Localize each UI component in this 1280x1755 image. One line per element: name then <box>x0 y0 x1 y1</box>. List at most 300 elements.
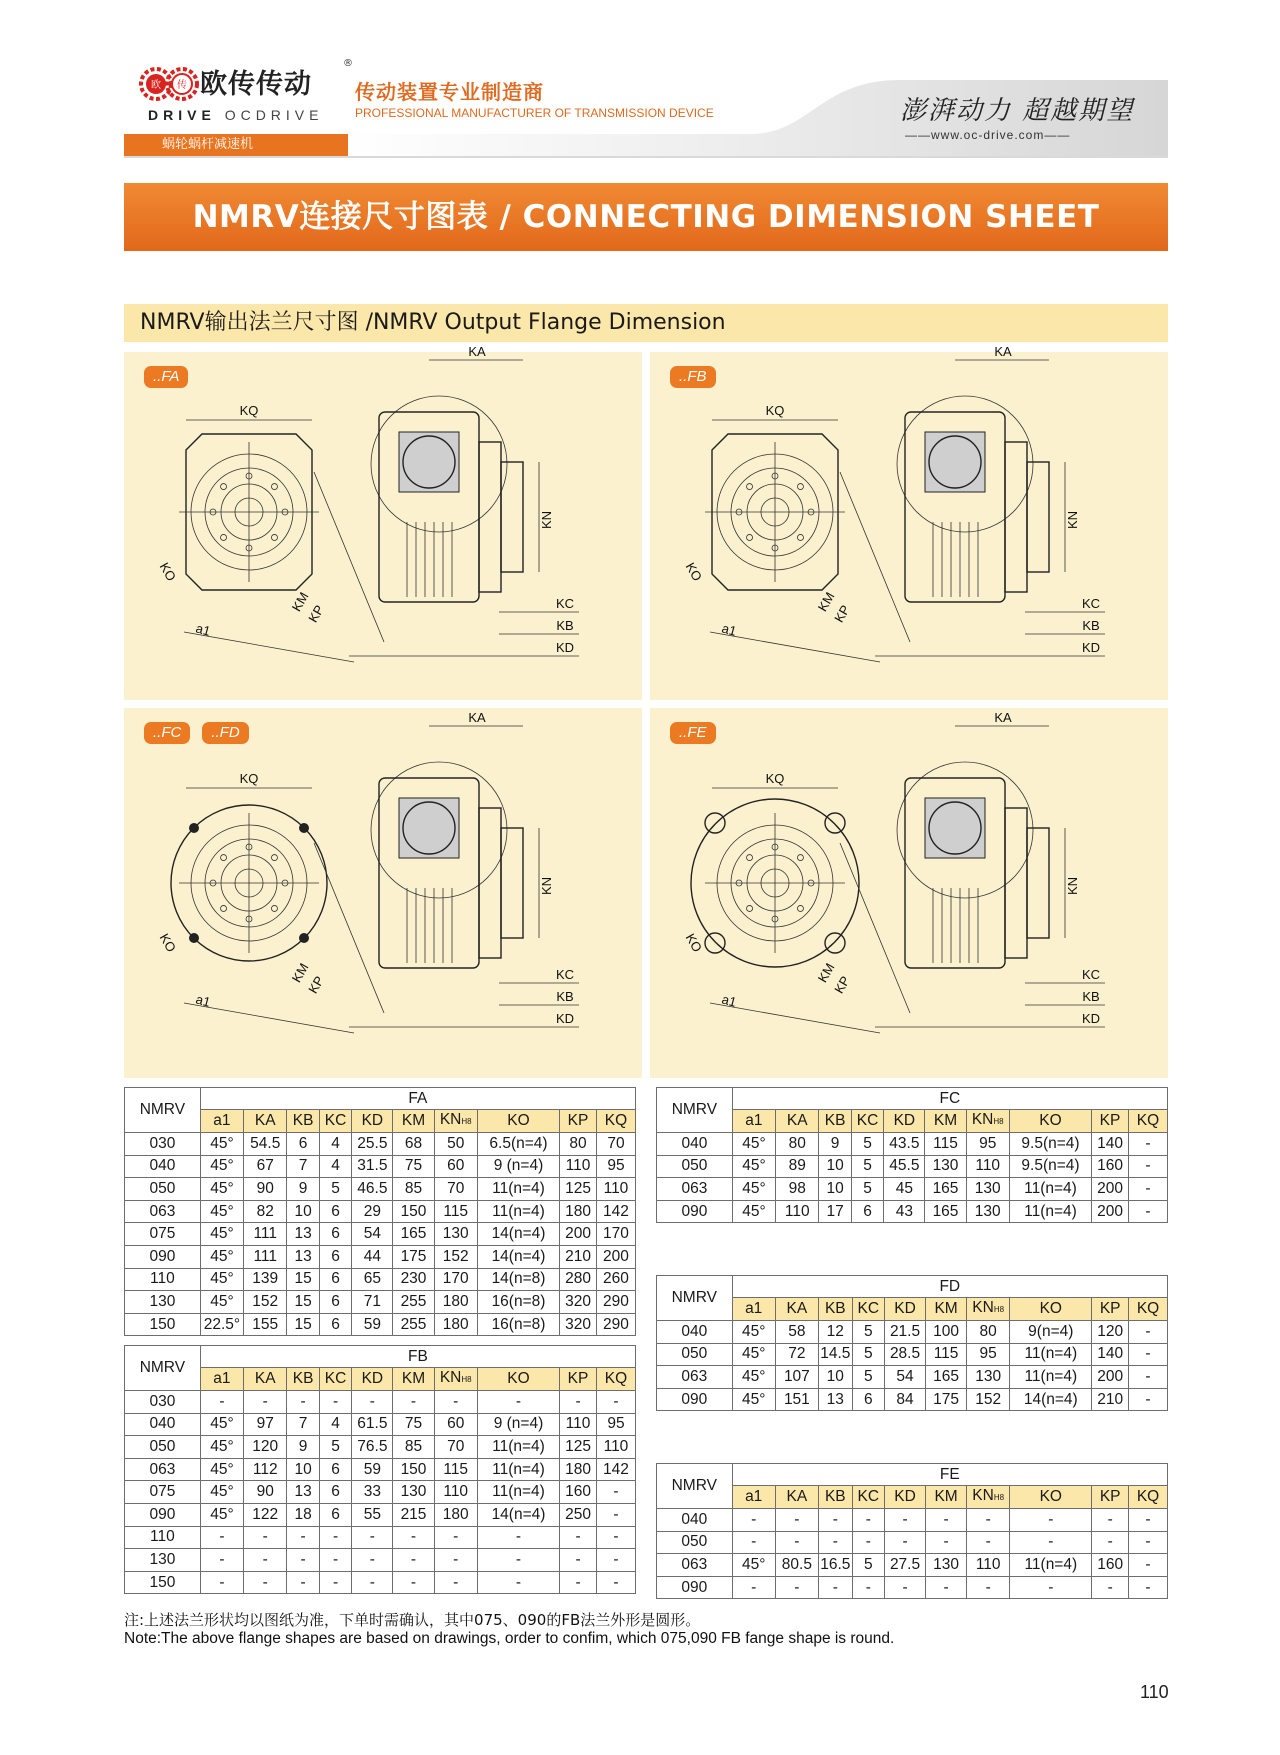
table-cell: 125 <box>560 1436 597 1459</box>
table-cell: - <box>967 1509 1010 1532</box>
table-cell: - <box>852 1509 884 1532</box>
table-cell: 54 <box>885 1366 926 1389</box>
flange-group-header: FB <box>200 1346 635 1368</box>
table-cell: 13 <box>287 1481 319 1504</box>
model-cell: 110 <box>125 1526 201 1549</box>
column-header: a1 <box>200 1110 243 1133</box>
table-cell: 80 <box>967 1321 1010 1344</box>
dimension-label: KP <box>831 973 853 997</box>
table-cell: 6 <box>319 1291 351 1314</box>
column-header: KO <box>477 1368 559 1391</box>
table-row <box>125 1458 636 1481</box>
model-cell: 075 <box>125 1223 201 1246</box>
table-cell: - <box>560 1571 597 1594</box>
table-cell: 44 <box>352 1245 393 1268</box>
note-cn: 注:上述法兰形状均以图纸为准，下单时需确认，其中075、090的FB法兰外形是圆形。 <box>124 1611 701 1629</box>
table-row <box>657 1531 1168 1554</box>
table-row <box>657 1321 1168 1344</box>
table-cell: 6 <box>319 1245 351 1268</box>
badge-fa: ..FA <box>144 366 188 388</box>
table-row <box>125 1391 636 1414</box>
column-header: KA <box>244 1368 287 1391</box>
column-label: KN <box>971 1111 994 1128</box>
table-cell: 10 <box>819 1155 851 1178</box>
column-header <box>434 1368 477 1391</box>
column-header: KD <box>884 1110 925 1133</box>
table-cell: - <box>287 1549 319 1572</box>
table-cell: 29 <box>352 1200 393 1223</box>
table-cell: 255 <box>393 1291 434 1314</box>
column-header: KM <box>393 1110 434 1133</box>
table-cell: 110 <box>967 1554 1010 1577</box>
table-cell: - <box>1129 1366 1168 1389</box>
table-cell: 180 <box>434 1291 477 1314</box>
table-cell: - <box>1129 1554 1168 1577</box>
table-cell: - <box>596 1526 635 1549</box>
table-cell: 165 <box>393 1223 434 1246</box>
table-cell: 7 <box>287 1413 319 1436</box>
table-cell: 80 <box>776 1133 819 1156</box>
table-cell: - <box>352 1549 393 1572</box>
table-cell: - <box>967 1531 1010 1554</box>
table-cell: - <box>852 1576 884 1599</box>
dimension-label: KQ <box>239 771 259 786</box>
table-cell: 14(n=4) <box>1010 1388 1092 1411</box>
table-cell: - <box>1129 1343 1168 1366</box>
table-cell: 54 <box>352 1223 393 1246</box>
table-cell: 10 <box>819 1178 851 1201</box>
table-cell: 67 <box>244 1155 287 1178</box>
table-cell: 45° <box>200 1178 243 1201</box>
model-header: NMRV <box>125 1088 201 1133</box>
table-cell: 130 <box>966 1200 1009 1223</box>
table-cell: 14.5 <box>818 1343 852 1366</box>
column-header: KD <box>352 1368 393 1391</box>
model-cell: 150 <box>125 1571 201 1594</box>
model-header: NMRV <box>657 1464 733 1509</box>
column-header: KQ <box>1129 1298 1168 1321</box>
table-cell: 90 <box>244 1481 287 1504</box>
table-cell: 160 <box>1092 1155 1129 1178</box>
table-cell: 320 <box>560 1291 597 1314</box>
table-cell: 120 <box>1092 1321 1129 1344</box>
column-header: KM <box>925 1110 966 1133</box>
table-cell: 110 <box>560 1155 597 1178</box>
column-header: a1 <box>732 1110 775 1133</box>
drawing-panel-fc-fd <box>124 708 642 1078</box>
table-cell: 130 <box>966 1178 1009 1201</box>
category-tab: 蜗轮蜗杆减速机 <box>124 134 348 156</box>
table-cell: 45° <box>732 1155 775 1178</box>
bolt-slot <box>825 933 845 953</box>
dimension-label: KM <box>288 589 312 614</box>
badge-fe: ..FE <box>670 722 716 744</box>
column-label: KN <box>439 1369 462 1386</box>
table-cell: - <box>319 1526 351 1549</box>
flange-group-header: FC <box>732 1088 1167 1110</box>
table-cell: 5 <box>319 1436 351 1459</box>
table-cell: 125 <box>560 1178 597 1201</box>
table-cell: 110 <box>596 1178 635 1201</box>
table-cell: 210 <box>560 1245 597 1268</box>
table-cell: 140 <box>1092 1133 1129 1156</box>
model-cell: 050 <box>657 1155 733 1178</box>
table-cell: 151 <box>775 1388 818 1411</box>
model-cell: 063 <box>657 1554 733 1577</box>
table-cell: 200 <box>596 1245 635 1268</box>
model-cell: 050 <box>125 1436 201 1459</box>
website-url[interactable]: ——www.oc-drive.com—— <box>905 128 1071 142</box>
tolerance-subscript: H8 <box>993 1117 1004 1126</box>
table-cell: 5 <box>852 1554 884 1577</box>
table-cell: - <box>818 1531 852 1554</box>
tolerance-subscript: H8 <box>461 1117 472 1126</box>
dimension-label: KO <box>156 559 180 584</box>
table-cell: - <box>477 1391 559 1414</box>
table-row <box>125 1481 636 1504</box>
table-cell: 9.5(n=4) <box>1009 1155 1091 1178</box>
table-cell: 12 <box>818 1321 852 1344</box>
table-cell: - <box>1129 1531 1168 1554</box>
table-cell: - <box>732 1509 775 1532</box>
table-cell: 45° <box>732 1343 775 1366</box>
table-cell: 170 <box>596 1223 635 1246</box>
dimension-label: KC <box>1081 596 1101 611</box>
registered-mark: ® <box>343 58 353 69</box>
table-cell: 45° <box>732 1200 775 1223</box>
table-cell: - <box>775 1531 818 1554</box>
table-cell: 9 (n=4) <box>477 1413 559 1436</box>
a1-dimension-line <box>710 632 880 662</box>
table-cell: 60 <box>434 1155 477 1178</box>
bolt-hole <box>189 933 199 943</box>
table-cell: 27.5 <box>885 1554 926 1577</box>
table-cell: 60 <box>434 1413 477 1436</box>
table-row <box>657 1178 1168 1201</box>
kp-dimension-line <box>840 843 910 1013</box>
table-cell: 142 <box>596 1200 635 1223</box>
bolt-hole <box>271 484 277 490</box>
column-header: KQ <box>1128 1110 1167 1133</box>
worm-wheel-grid <box>925 432 985 492</box>
table-cell: 4 <box>319 1155 351 1178</box>
table-row <box>125 1291 636 1314</box>
table-cell: 45° <box>200 1268 243 1291</box>
model-header: NMRV <box>125 1346 201 1391</box>
a1-dimension-line <box>184 1003 354 1033</box>
table-row <box>657 1388 1168 1411</box>
table-cell: - <box>885 1509 926 1532</box>
table-cell: 260 <box>596 1268 635 1291</box>
table-cell: - <box>818 1576 852 1599</box>
table-cell: - <box>477 1526 559 1549</box>
worm-wheel-grid <box>399 798 459 858</box>
table-cell: - <box>852 1531 884 1554</box>
table-cell: 115 <box>434 1458 477 1481</box>
table-cell: - <box>319 1391 351 1414</box>
table-cell: 95 <box>967 1343 1010 1366</box>
model-cell: 063 <box>125 1200 201 1223</box>
table-cell: 110 <box>560 1413 597 1436</box>
model-cell: 130 <box>125 1291 201 1314</box>
column-header: KC <box>851 1110 883 1133</box>
dimension-label: KC <box>555 967 575 982</box>
column-header: KA <box>775 1486 818 1509</box>
table-cell: 6 <box>319 1503 351 1526</box>
table-cell: 14(n=4) <box>477 1223 559 1246</box>
table-cell: 16(n=8) <box>477 1291 559 1314</box>
table-row <box>125 1178 636 1201</box>
dimension-label: KB <box>1082 989 1100 1004</box>
table-cell: - <box>434 1391 477 1414</box>
tolerance-subscript: H8 <box>993 1305 1005 1314</box>
table-cell: 45° <box>732 1133 775 1156</box>
worm-wheel-grid <box>925 798 985 858</box>
table-cell: 10 <box>287 1458 319 1481</box>
table-cell: 61.5 <box>352 1413 393 1436</box>
table-row <box>125 1549 636 1572</box>
model-cell: 090 <box>125 1503 201 1526</box>
dimension-label: a1 <box>194 991 213 1010</box>
dimension-label: KN <box>1065 510 1080 530</box>
table-cell: - <box>1129 1388 1168 1411</box>
table-cell: 45° <box>200 1245 243 1268</box>
table-cell: 200 <box>1092 1178 1129 1201</box>
table-cell: 16.5 <box>818 1554 852 1577</box>
table-cell: 21.5 <box>885 1321 926 1344</box>
column-header: KA <box>776 1110 819 1133</box>
table-cell: 89 <box>776 1155 819 1178</box>
table-cell: 320 <box>560 1313 597 1336</box>
table-cell: 5 <box>852 1343 884 1366</box>
table-cell: 130 <box>925 1155 966 1178</box>
flange-front-view <box>705 434 845 590</box>
bolt-hole <box>747 855 753 861</box>
dimension-label: KQ <box>765 771 785 786</box>
flange-drawing <box>650 344 1168 700</box>
table-cell: 160 <box>1092 1554 1129 1577</box>
table-cell: - <box>1092 1531 1129 1554</box>
table-cell: 200 <box>560 1223 597 1246</box>
flange-group-header: FE <box>732 1464 1167 1486</box>
column-header: KD <box>885 1486 926 1509</box>
table-cell: 180 <box>434 1313 477 1336</box>
table-cell: - <box>200 1571 243 1594</box>
table-row <box>125 1268 636 1291</box>
table-cell: - <box>926 1509 967 1532</box>
table-cell: 4 <box>319 1133 351 1156</box>
table-cell: 45° <box>732 1321 775 1344</box>
note-en: Note:The above flange shapes are based on drawings, order to confim, which 075,090 FB fange shape is round. <box>124 1630 895 1647</box>
table-cell: 45° <box>200 1413 243 1436</box>
dimension-label: KB <box>1082 618 1100 633</box>
table-row <box>657 1200 1168 1223</box>
table-cell: 75 <box>393 1413 434 1436</box>
model-cell: 063 <box>657 1366 733 1389</box>
column-header <box>434 1110 477 1133</box>
column-header: KQ <box>1129 1486 1168 1509</box>
model-cell: 040 <box>125 1413 201 1436</box>
model-cell: 090 <box>657 1576 733 1599</box>
bolt-hole <box>221 534 227 540</box>
table-cell: 155 <box>244 1313 287 1336</box>
table-cell: - <box>1129 1321 1168 1344</box>
table-cell: 9 <box>819 1133 851 1156</box>
kp-dimension-line <box>840 472 910 642</box>
table-cell: - <box>434 1571 477 1594</box>
table-cell: 210 <box>1092 1388 1129 1411</box>
table-cell: - <box>560 1526 597 1549</box>
table-cell: 130 <box>926 1554 967 1577</box>
bolt-hole <box>271 855 277 861</box>
table-cell: - <box>244 1391 287 1414</box>
table-cell: - <box>477 1549 559 1572</box>
table-cell: - <box>926 1531 967 1554</box>
model-cell: 050 <box>657 1343 733 1366</box>
table-row <box>125 1526 636 1549</box>
table-cell: 22.5° <box>200 1313 243 1336</box>
table-fd <box>656 1275 1168 1411</box>
column-header: KQ <box>596 1368 635 1391</box>
brand-name-cn: 欧传传动 <box>200 69 312 100</box>
table-cell: 11(n=4) <box>1010 1554 1092 1577</box>
table-row <box>125 1133 636 1156</box>
table-cell: 11(n=4) <box>1010 1366 1092 1389</box>
badge-fd: ..FD <box>202 722 248 744</box>
table-cell: 200 <box>1092 1200 1129 1223</box>
table-cell: - <box>1129 1576 1168 1599</box>
table-cell: - <box>596 1549 635 1572</box>
column-header: KO <box>477 1110 559 1133</box>
table-cell: - <box>775 1576 818 1599</box>
column-header: KM <box>393 1368 434 1391</box>
tolerance-subscript: H8 <box>461 1375 472 1384</box>
bolt-hole <box>747 534 753 540</box>
table-cell: 215 <box>393 1503 434 1526</box>
model-cell: 063 <box>125 1458 201 1481</box>
column-header: KB <box>819 1110 851 1133</box>
column-header <box>967 1298 1010 1321</box>
table-cell: 45° <box>732 1366 775 1389</box>
table-cell: 5 <box>852 1366 884 1389</box>
table-row <box>657 1155 1168 1178</box>
flange-drawing <box>124 344 642 700</box>
table-cell: - <box>967 1576 1010 1599</box>
table-row <box>125 1413 636 1436</box>
bolt-hole <box>797 905 803 911</box>
table-cell: 82 <box>244 1200 287 1223</box>
table-cell: 115 <box>434 1200 477 1223</box>
table-cell: 110 <box>434 1481 477 1504</box>
column-header: KA <box>775 1298 818 1321</box>
table-cell: 54.5 <box>244 1133 287 1156</box>
table-cell: - <box>319 1549 351 1572</box>
tagline-en: PROFESSIONAL MANUFACTURER OF TRANSMISSION DEVICE <box>355 106 714 120</box>
brand-en-left: DRIVE <box>148 107 216 123</box>
dimension-label: KO <box>156 930 180 955</box>
table-cell: 15 <box>287 1268 319 1291</box>
table-cell: - <box>200 1549 243 1572</box>
table-cell: - <box>244 1549 287 1572</box>
drawing-panel-fe <box>650 708 1168 1078</box>
table-cell: 85 <box>393 1178 434 1201</box>
bolt-hole <box>797 855 803 861</box>
table-cell: 100 <box>926 1321 967 1344</box>
table-cell: 152 <box>967 1388 1010 1411</box>
table-cell: 11(n=4) <box>477 1458 559 1481</box>
table-row <box>125 1313 636 1336</box>
dimension-label: KB <box>556 989 574 1004</box>
table-row <box>125 1223 636 1246</box>
dimension-label: KB <box>556 618 574 633</box>
table-cell: 45 <box>884 1178 925 1201</box>
table-cell: 15 <box>287 1313 319 1336</box>
table-cell: 122 <box>244 1503 287 1526</box>
table-cell: - <box>1092 1576 1129 1599</box>
table-cell: 130 <box>434 1223 477 1246</box>
table-cell: 142 <box>596 1458 635 1481</box>
table-cell: 9(n=4) <box>1010 1321 1092 1344</box>
model-cell: 040 <box>657 1321 733 1344</box>
dimension-label: KQ <box>239 403 259 418</box>
section-title: NMRV输出法兰尺寸图 /NMRV Output Flange Dimension <box>124 304 1168 342</box>
bolt-slot <box>705 813 725 833</box>
table-cell: - <box>775 1509 818 1532</box>
table-cell: - <box>352 1391 393 1414</box>
table-cell: 9 (n=4) <box>477 1155 559 1178</box>
table-cell: 7 <box>287 1155 319 1178</box>
column-label: KN <box>439 1111 462 1128</box>
table-cell: - <box>1010 1509 1092 1532</box>
table-cell: 5 <box>319 1178 351 1201</box>
column-header: KC <box>319 1368 351 1391</box>
table-cell: 10 <box>287 1200 319 1223</box>
table-cell: - <box>1010 1531 1092 1554</box>
table-cell: 17 <box>819 1200 851 1223</box>
table-cell: - <box>1128 1133 1167 1156</box>
table-cell: 80 <box>560 1133 597 1156</box>
table-cell: - <box>244 1571 287 1594</box>
table-row <box>657 1576 1168 1599</box>
table-cell: 45.5 <box>884 1155 925 1178</box>
table-cell: 55 <box>352 1503 393 1526</box>
column-header: a1 <box>200 1368 243 1391</box>
model-cell: 150 <box>125 1313 201 1336</box>
drawing-panel-fb <box>650 344 1168 700</box>
table-fc <box>656 1087 1168 1223</box>
model-cell: 050 <box>657 1531 733 1554</box>
table-cell: 31.5 <box>352 1155 393 1178</box>
dimension-label: KQ <box>765 403 785 418</box>
table-cell: 14(n=8) <box>477 1268 559 1291</box>
table-cell: 13 <box>287 1245 319 1268</box>
dimension-label: KM <box>814 589 838 614</box>
bolt-hole <box>797 534 803 540</box>
table-cell: 95 <box>596 1413 635 1436</box>
table-cell: - <box>1128 1200 1167 1223</box>
dimension-label: KO <box>682 930 706 955</box>
table-cell: - <box>732 1576 775 1599</box>
table-cell: - <box>926 1576 967 1599</box>
output-flange-plate <box>501 462 523 572</box>
dimension-label: KD <box>1081 640 1101 655</box>
table-cell: 111 <box>244 1223 287 1246</box>
table-cell: 28.5 <box>885 1343 926 1366</box>
bolt-hole <box>221 855 227 861</box>
table-cell: 165 <box>925 1200 966 1223</box>
flange-front-view <box>691 799 859 967</box>
model-cell: 030 <box>125 1133 201 1156</box>
